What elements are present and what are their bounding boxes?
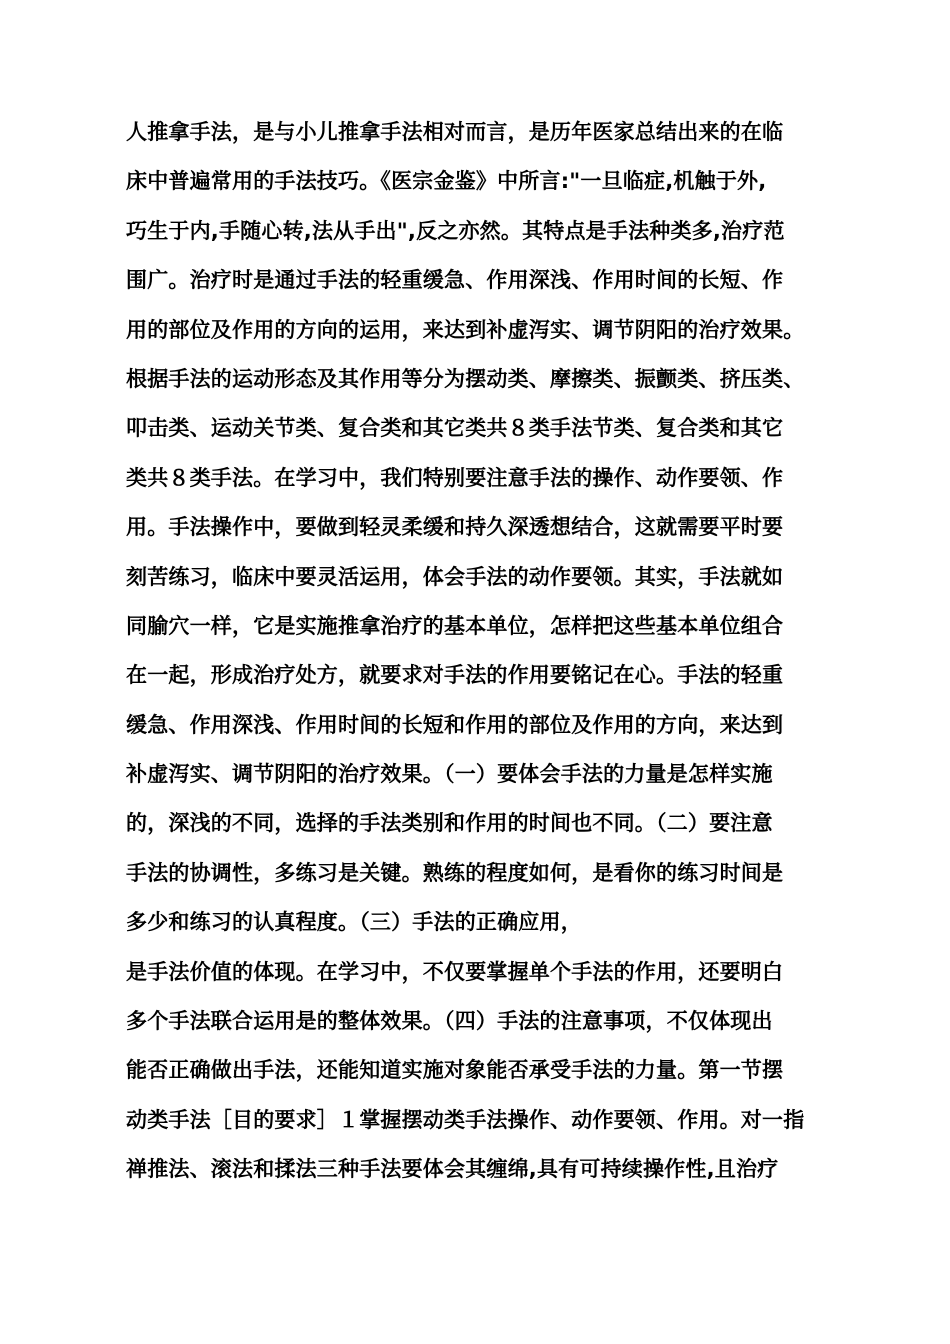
text-line: 动类手法［目的要求］１掌握摆动类手法操作、动作要领、作用。对一指 [126,1107,805,1132]
text-line: 多个手法联合运用是的整体效果。（四）手法的注意事项，不仅体现出 [126,1009,773,1034]
text-line: 叩击类、运动关节类、复合类和其它类共８类手法节类、复合类和其它 [126,416,784,441]
text-line: 围广。治疗时是通过手法的轻重缓急、作用深浅、作用时间的长短、作 [126,268,784,293]
text-line: 同腧穴一样，它是实施推拿治疗的基本单位，怎样把这些基本单位组合 [126,613,784,638]
text-line: 禅推法、滚法和揉法三种手法要体会其缠绵,具有可持续操作性,且治疗 [126,1157,779,1182]
text-line: 用的部位及作用的方向的运用，来达到补虚泻实、调节阴阳的治疗效果。 [126,317,805,342]
text-line: 刻苦练习，临床中要灵活运用，体会手法的动作要领。其实，手法就如 [126,564,784,589]
text-line: 多少和练习的认真程度。（三）手法的正确应用， [126,910,582,935]
text-line: 手法的协调性，多练习是关键。熟练的程度如何，是看你的练习时间是 [126,860,784,885]
text-line: 巧生于内,手随心转,法从手出",反之亦然。其特点是手法种类多,治疗范 [126,218,785,243]
text-line: 补虚泻实、调节阴阳的治疗效果。（一）要体会手法的力量是怎样实施 [126,762,773,787]
body-text [126,108,846,1195]
text-line: 人推拿手法，是与小儿推拿手法相对而言，是历年医家总结出来的在临 [126,120,784,144]
text-line: 的，深浅的不同，选择的手法类别和作用的时间也不同。（二）要注意 [126,811,773,836]
text-line: 用。手法操作中，要做到轻灵柔缓和持久深透想结合，这就需要平时要 [126,515,784,540]
text-line: 床中普遍常用的手法技巧。《医宗金鉴》中所言:"一旦临症,机触于外, [126,169,767,194]
text-line: 缓急、作用深浅、作用时间的长短和作用的部位及作用的方向，来达到 [126,712,784,737]
text-line: 在一起，形成治疗处方，就要求对手法的作用要铭记在心。手法的轻重 [126,663,784,688]
text-line: 是手法价值的体现。在学习中，不仅要掌握单个手法的作用，还要明白 [126,959,784,984]
text-line: 根据手法的运动形态及其作用等分为摆动类、摩擦类、振颤类、挤压类、 [126,366,805,391]
text-line: 能否正确做出手法，还能知道实施对象能否承受手法的力量。第一节摆 [126,1058,784,1083]
text-line: 类共８类手法。在学习中，我们特别要注意手法的操作、动作要领、作 [126,465,784,490]
